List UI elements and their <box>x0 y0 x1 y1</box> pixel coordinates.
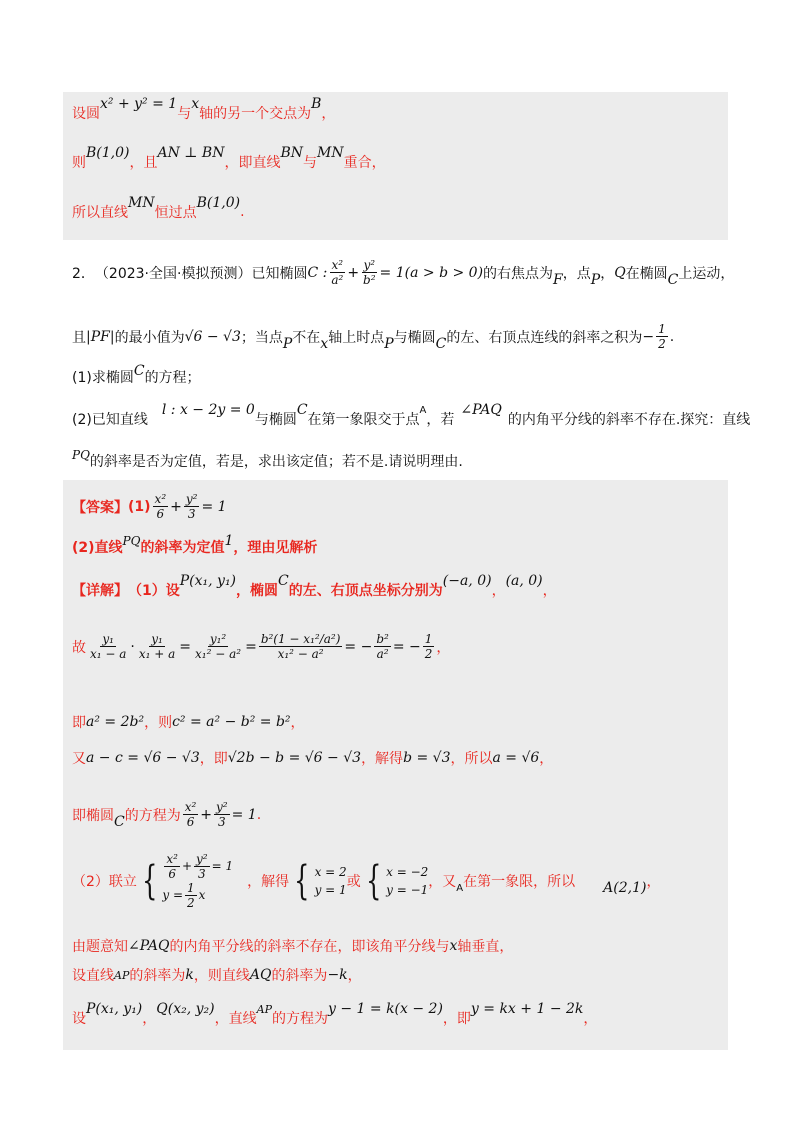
question-2-line-2: PQ 的斜率是否为定值，若是，求出该定值；若不是.请说明理由. <box>72 448 463 470</box>
question-1: (1)求椭圆 C 的方程； <box>72 363 201 386</box>
problem-line-1: 2． （2023·全国·模拟预测） 已知椭圆 C : $\frac{\text{x²}}{\text{a²}}$ + $\frac{\text{y²}}{\text{b²}}$ = 1(a > b > 0) 的右焦点为 F ，点 P ， Q 在椭圆 C 上运动， <box>72 258 735 288</box>
detail-line-8: 设直线 AP 的斜率为 k ，则直线 AQ 的斜率为 −k ， <box>72 967 362 984</box>
detail-line-1: 【详解】 （1）设 P(x₁, y₁) ，椭圆 C 的左、右顶点坐标分别为 (−a, 0) ， (a, 0) ， <box>72 573 557 599</box>
detail-line-9: 设 P(x₁, y₁) ， Q(x₂, y₂) ，直线 AP 的方程为 y − 1 = k(x − 2) ，即 y = kx + 1 − 2k ， <box>72 1001 598 1027</box>
prev-line-2: 则 B(1,0) ，且 AN ⊥ BN ，即直线 BN 与 MN 重合， <box>72 145 386 171</box>
detail-line-6: （2）联立 { $\frac{\text{x²}}{6}$ + $\frac{\text{y²}}{3}$ = 1 y = $\frac{1}{2}$ x ，解得 { x = 2 y = 1 或 { x = −2 y = −1 ，又 A 在第一象限，所以 A(2,1) ， <box>72 852 661 910</box>
answer-line-1: 【答案】 (1) $\frac{\text{x²}}{6}$ + $\frac{\text{y²}}{3}$ = 1 <box>72 492 227 521</box>
detail-line-4: 又 a − c = √6 − √3 ，即 √2b − b = √6 − √3 ，解得 b = √3 ，所以 a = √6 ， <box>72 750 554 767</box>
detail-line-3: 即 a² = 2b² ，则 c² = a² − b² = b² ， <box>72 714 305 731</box>
detail-line-7: 由题意知 ∠PAQ 的内角平分线的斜率不存在，即该角平分线与 x 轴垂直， <box>72 938 514 955</box>
answer-line-2: (2)直线 PQ 的斜率为定值 1 ，理由见解析 <box>72 533 318 556</box>
prev-line-3: 所以直线 MN 恒过点 B(1,0) . <box>72 195 245 221</box>
problem-source: （2023·全国·模拟预测） <box>94 265 252 282</box>
question-2: (2)已知直线 l : x − 2y = 0 与椭圆 C 在第一象限交于点 A ，若 ∠PAQ 的内角平分线的斜率不存在.探究：直线 <box>72 402 751 428</box>
detail-line-5: 即椭圆 C 的方程为 $\frac{\text{x²}}{6}$ + $\frac{\text{y²}}{3}$ = 1 . <box>72 800 262 830</box>
prev-line-1: 设圆 x² + y² = 1 与 x 轴的另一个交点为 B ， <box>72 96 336 122</box>
answer-tag: 【答案】 <box>72 499 128 516</box>
system-of-equations: $\frac{\text{x²}}{6}$ + $\frac{\text{y²}}{3}$ = 1 y = $\frac{1}{2}$ x <box>162 852 234 910</box>
problem-number: 2． <box>72 265 95 282</box>
detail-line-2: 故 $\frac{\text{y₁}}{\text{x₁ − a}}$ · $\frac{\text{y₁}}{\text{x₁ + a}}$ = $\frac{\text{y₁²}}{\text{x₁² − a²}}$ = $\frac{\text{b²(1 − x₁²/a²)}}{\text{x₁² − a²}}$ = − $\frac{\text{b²}}{\text{a²}}$ = − $\frac{1}{2}$ ， <box>72 632 451 661</box>
detail-tag: 【详解】 <box>72 583 128 599</box>
problem-line-2: 且 |PF| 的最小值为 √6 − √3 ；当点 P 不在 x 轴上时点 P 与椭圆 C 的左、右顶点连线的斜率之积为 − $\frac{1}{2}$ . <box>72 322 675 352</box>
